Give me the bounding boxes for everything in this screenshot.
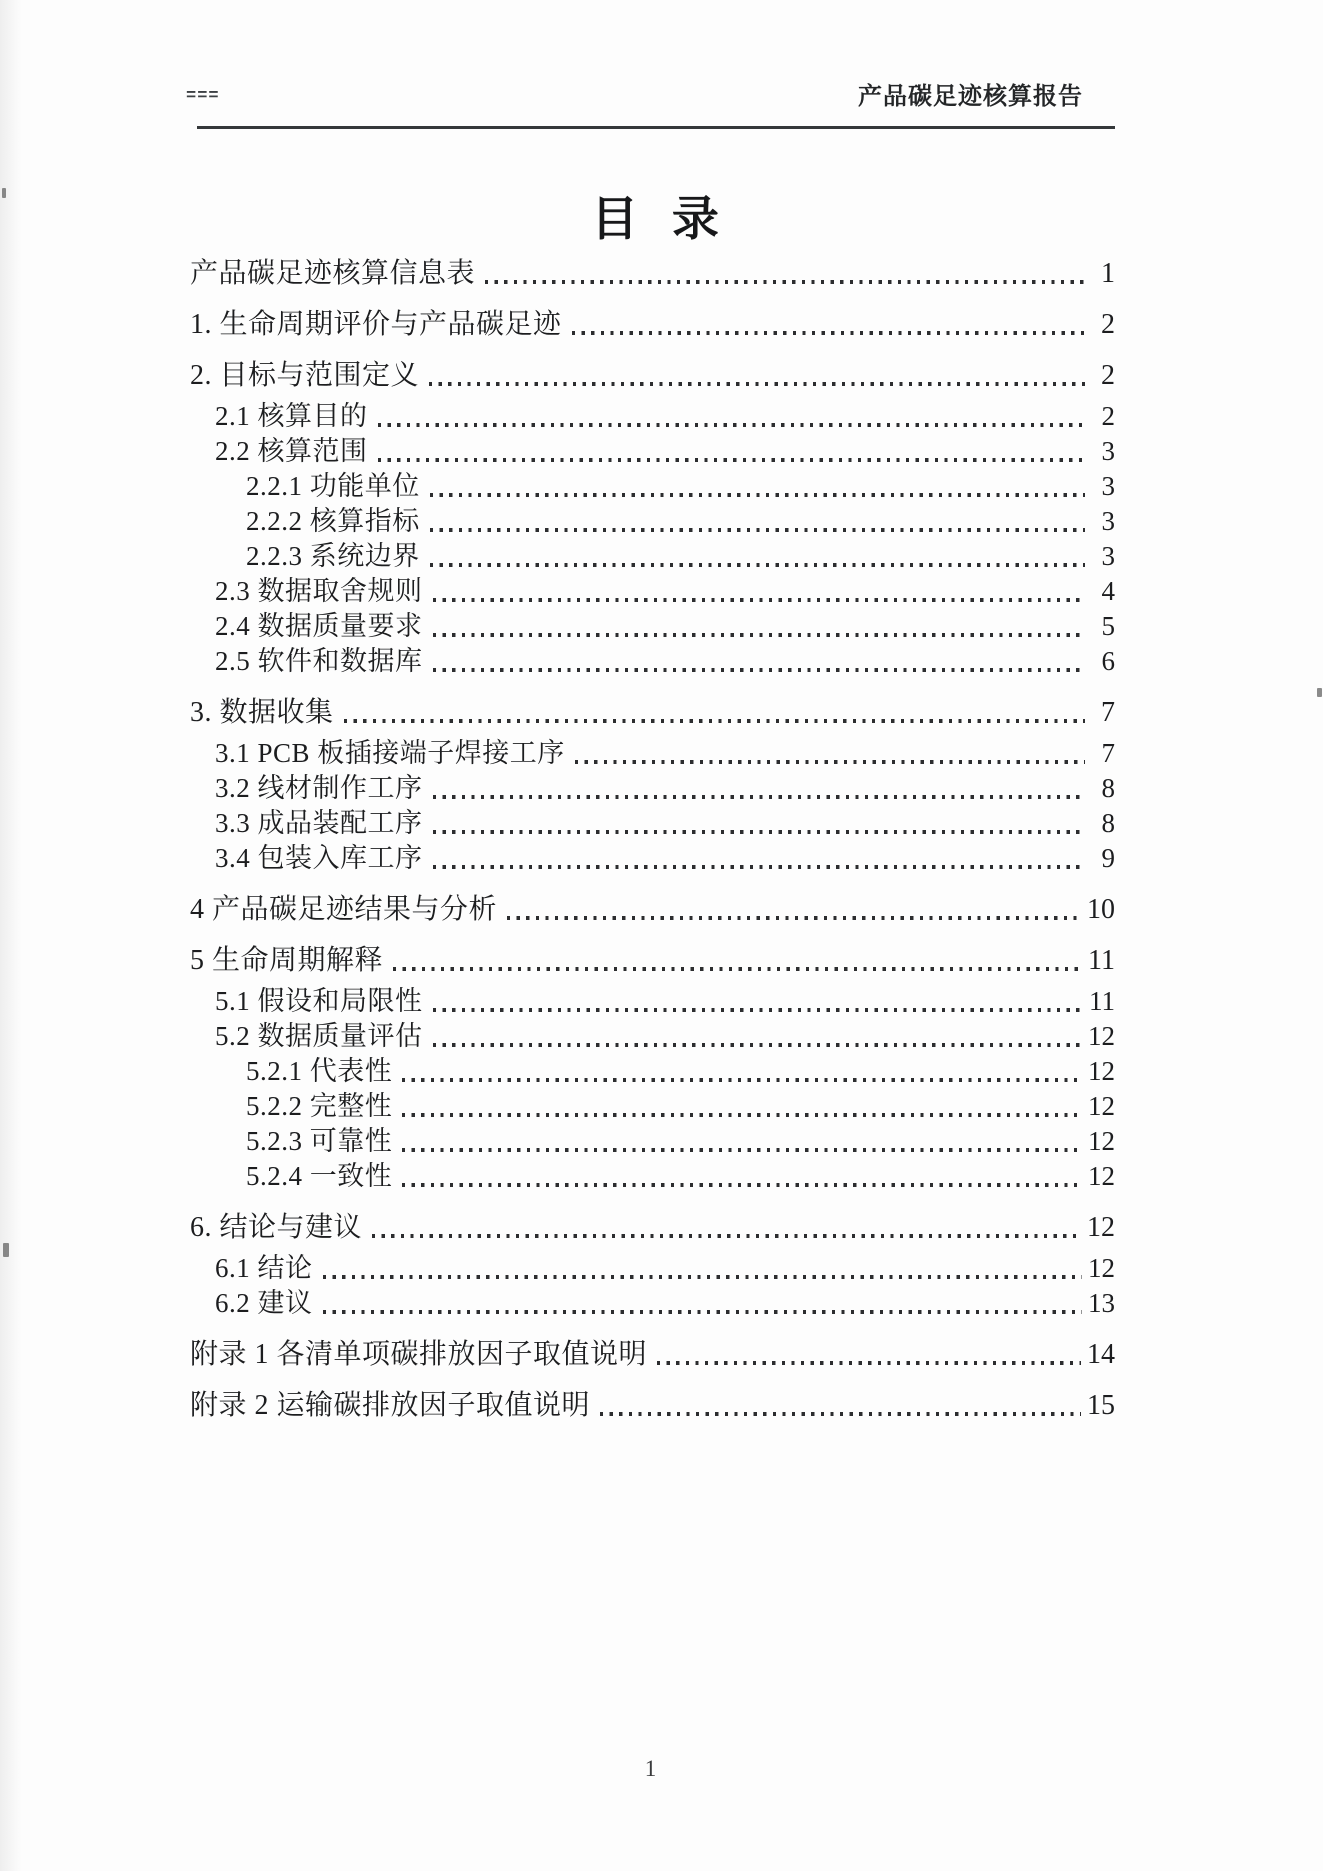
toc-entry-label: 产品碳足迹核算信息表: [190, 258, 476, 289]
toc-entry-label: 1. 生命周期评价与产品碳足迹: [190, 309, 562, 340]
toc-entry: [190, 1286, 1115, 1321]
toc-entry-label: 3. 数据收集: [190, 697, 334, 728]
toc-entry: [190, 256, 1115, 291]
toc-entry-page-number: 7: [1101, 697, 1115, 728]
toc-entry-label: 3.3 成品装配工序: [215, 808, 423, 838]
toc-entry-page-number: 11: [1089, 986, 1115, 1016]
toc-entry-page-number: 2: [1101, 309, 1115, 340]
toc-entry: [190, 806, 1115, 841]
toc-entry-label: 附录 1 各清单项碳排放因子取值说明: [190, 1339, 648, 1370]
toc-entry: [190, 307, 1115, 342]
toc-entry-label: 5.2.2 完整性: [246, 1091, 393, 1121]
toc-entry: [190, 1388, 1115, 1423]
toc-dot-leader: [344, 719, 1085, 723]
toc-entry: [190, 1210, 1115, 1245]
toc-entry: [190, 1159, 1115, 1194]
toc-entry-page-number: 14: [1087, 1339, 1115, 1370]
toc-entry-page-number: 1: [1101, 258, 1115, 289]
toc-entry-label: 2.4 数据质量要求: [215, 611, 423, 641]
toc-dot-leader: [372, 1234, 1081, 1238]
header-rule: [197, 126, 1115, 129]
toc-entry: [190, 1124, 1115, 1159]
toc-dot-leader: [433, 633, 1086, 637]
toc-entry-label: 2.2.1 功能单位: [246, 471, 420, 501]
toc-entry-label: 附录 2 运输碳排放因子取值说明: [190, 1390, 591, 1421]
toc-entry-page-number: 12: [1088, 1091, 1115, 1121]
toc-entry-label: 5.2.3 可靠性: [246, 1126, 393, 1156]
toc-dot-leader: [429, 382, 1085, 386]
toc-entry-page-number: 4: [1101, 576, 1115, 606]
scan-speck: [3, 1243, 9, 1257]
toc-entry: [190, 644, 1115, 679]
toc-entry-page-number: 11: [1088, 945, 1115, 976]
toc-entry: [190, 399, 1115, 434]
toc-entry-page-number: 7: [1101, 738, 1115, 768]
toc-entry-label: 5.2 数据质量评估: [215, 1021, 423, 1051]
toc-entry: [190, 1019, 1115, 1054]
running-header-title: 产品碳足迹核算报告: [858, 83, 1083, 110]
toc-dot-leader: [430, 563, 1085, 567]
toc-dot-leader: [433, 830, 1086, 834]
toc-entry: [190, 1251, 1115, 1286]
toc-entry-page-number: 9: [1101, 843, 1115, 873]
page-title: 目 录: [591, 194, 719, 246]
toc-dot-leader: [430, 528, 1085, 532]
footer-page-number: 1: [644, 1756, 657, 1781]
toc-dot-leader: [657, 1361, 1081, 1365]
toc-dot-leader: [433, 795, 1086, 799]
toc-entry-page-number: 13: [1088, 1288, 1115, 1318]
toc-entry: [190, 434, 1115, 469]
toc-entry-label: 5.2.4 一致性: [246, 1161, 393, 1191]
toc-entry-page-number: 3: [1101, 471, 1115, 501]
toc-entry: [190, 358, 1115, 393]
toc-dot-leader: [323, 1310, 1083, 1314]
toc-entry-label: 2.5 软件和数据库: [215, 646, 423, 676]
toc-entry: [190, 574, 1115, 609]
toc-entry-page-number: 12: [1088, 1161, 1115, 1191]
toc-entry-label: 6.2 建议: [215, 1288, 313, 1318]
toc-entry-page-number: 3: [1101, 541, 1115, 571]
toc-entry-label: 2.2.2 核算指标: [246, 506, 420, 536]
toc-entry-page-number: 12: [1088, 1126, 1115, 1156]
toc-entry-page-number: 3: [1101, 506, 1115, 536]
toc-entry-page-number: 8: [1101, 773, 1115, 803]
toc-entry-page-number: 12: [1088, 1021, 1115, 1051]
toc-entry: [190, 892, 1115, 927]
toc-dot-leader: [402, 1183, 1082, 1187]
toc-dot-leader: [507, 916, 1081, 920]
toc-entry-label: 2.2.3 系统边界: [246, 541, 420, 571]
toc-entry-page-number: 2: [1101, 401, 1115, 431]
toc-entry-label: 5.2.1 代表性: [246, 1056, 393, 1086]
toc-dot-leader: [430, 493, 1085, 497]
toc-entry-page-number: 12: [1088, 1253, 1115, 1283]
toc-entry-label: 2.3 数据取舍规则: [215, 576, 423, 606]
toc-dot-leader: [433, 1008, 1084, 1012]
toc-entry-label: 3.4 包装入库工序: [215, 843, 423, 873]
toc-entry-label: 6.1 结论: [215, 1253, 313, 1283]
toc-dot-leader: [485, 280, 1085, 284]
toc-dot-leader: [433, 865, 1086, 869]
toc-entry-page-number: 12: [1087, 1212, 1115, 1243]
toc-entry: [190, 1054, 1115, 1089]
toc-entry: [190, 1337, 1115, 1372]
toc-entry-label: 5.1 假设和局限性: [215, 986, 423, 1016]
toc-entry: [190, 695, 1115, 730]
toc-dot-leader: [575, 760, 1085, 764]
toc-dot-leader: [433, 598, 1086, 602]
toc-dot-leader: [402, 1078, 1082, 1082]
toc-entry: [190, 771, 1115, 806]
toc-entry-label: 3.1 PCB 板插接端子焊接工序: [215, 738, 565, 768]
toc-dot-leader: [323, 1275, 1083, 1279]
table-of-contents: [190, 256, 1115, 1429]
toc-entry-page-number: 12: [1088, 1056, 1115, 1086]
scan-speck: [1317, 688, 1322, 697]
toc-entry: [190, 841, 1115, 876]
toc-entry-page-number: 5: [1101, 611, 1115, 641]
toc-entry-page-number: 10: [1087, 894, 1115, 925]
corner-scan-mark: ===: [186, 87, 220, 106]
toc-entry-label: 3.2 线材制作工序: [215, 773, 423, 803]
toc-entry: [190, 539, 1115, 574]
toc-dot-leader: [378, 423, 1086, 427]
toc-entry: [190, 609, 1115, 644]
toc-dot-leader: [433, 668, 1086, 672]
toc-entry-page-number: 3: [1101, 436, 1115, 466]
toc-dot-leader: [393, 967, 1082, 971]
toc-entry: [190, 984, 1115, 1019]
toc-entry-page-number: 15: [1087, 1390, 1115, 1421]
toc-entry: [190, 469, 1115, 504]
toc-entry-label: 2.1 核算目的: [215, 401, 368, 431]
toc-entry-label: 6. 结论与建议: [190, 1212, 363, 1243]
toc-dot-leader: [378, 458, 1086, 462]
toc-entry-label: 4 产品碳足迹结果与分析: [190, 894, 498, 925]
toc-dot-leader: [433, 1043, 1083, 1047]
toc-entry-label: 2. 目标与范围定义: [190, 360, 420, 391]
toc-dot-leader: [572, 331, 1085, 335]
toc-entry-label: 2.2 核算范围: [215, 436, 368, 466]
scan-speck: [2, 188, 6, 198]
toc-entry: [190, 1089, 1115, 1124]
toc-entry: [190, 943, 1115, 978]
toc-entry-page-number: 6: [1101, 646, 1115, 676]
toc-entry-page-number: 2: [1101, 360, 1115, 391]
toc-entry-page-number: 8: [1101, 808, 1115, 838]
toc-dot-leader: [600, 1412, 1081, 1416]
toc-entry-label: 5 生命周期解释: [190, 945, 384, 976]
toc-entry: [190, 736, 1115, 771]
toc-dot-leader: [402, 1148, 1082, 1152]
toc-entry: [190, 504, 1115, 539]
toc-dot-leader: [402, 1113, 1082, 1117]
